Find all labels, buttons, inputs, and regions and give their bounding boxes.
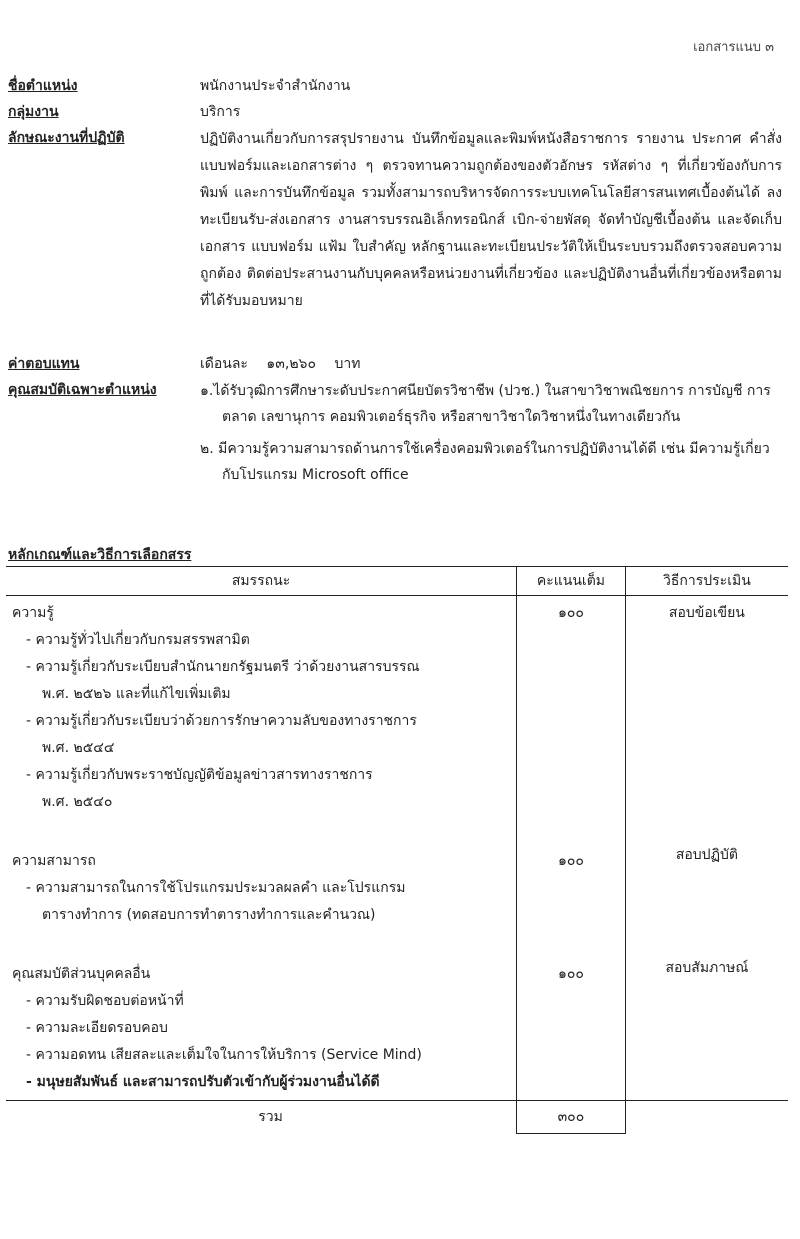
group-items (12, 875, 510, 929)
group-title: ความสามารถ (12, 853, 96, 869)
item-text: - ความรับผิดชอบต่อหน้าที่ (26, 993, 184, 1009)
qualifications-list (200, 378, 782, 488)
item-text: - ความอดทน เสียสละและเต็มใจในการให้บริการ (Service Mind) (26, 1047, 422, 1063)
criteria-title: หลักเกณฑ์และวิธีการเลือกสรร (8, 547, 192, 563)
position-label: ชื่อตำแหน่ง (8, 78, 78, 94)
group-score: ๑๐๐ (517, 939, 626, 1101)
group-title: คุณสมบัติส่วนบุคคลอื่น (12, 966, 151, 982)
group-items (12, 988, 510, 1096)
qualifications-label: คุณสมบัติเฉพาะตำแหน่ง (8, 382, 157, 398)
item-text: - ความรู้เกี่ยวกับระเบียบสำนักนายกรัฐมนตรี ว่าด้วยงานสารบรรณ (26, 659, 420, 675)
qualification-item-2: ๒. มีความรู้ความสามารถด้านการใช้เครื่องคอมพิวเตอร์ในการปฏิบัติงานได้ดี เช่น มีความรู้เกี่ยวกับโปรแกรม Microsoft office (200, 441, 770, 483)
criteria-group-ability (6, 826, 788, 939)
list-item (26, 1042, 510, 1069)
list-item (26, 1015, 510, 1042)
group-items (12, 627, 510, 816)
qualifications-row (8, 378, 788, 518)
header-full-score: คะแนนเต็ม (517, 567, 626, 596)
duties-label: ลักษณะงานที่ปฏิบัติ (8, 130, 125, 146)
header-competency: สมรรถนะ (6, 567, 517, 596)
header-method: วิธีการประเมิน (625, 567, 788, 596)
duties-value (200, 126, 782, 315)
group-method: สอบข้อเขียน (625, 596, 788, 827)
criteria-table (6, 566, 788, 1134)
list-item (26, 875, 510, 929)
list-item (26, 654, 510, 708)
salary-value (200, 352, 782, 377)
work-group-row (8, 100, 788, 126)
group-method: สอบสัมภาษณ์ (625, 939, 788, 1101)
position-value: พนักงานประจำสำนักงาน (200, 78, 351, 94)
criteria-group-knowledge (6, 596, 788, 827)
group-competency (6, 596, 517, 827)
work-group-value: บริการ (200, 104, 241, 120)
item-text: - ความรู้เกี่ยวกับระเบียบว่าด้วยการรักษาความลับของทางราชการ (26, 713, 417, 729)
list-item (26, 1069, 510, 1096)
group-method: สอบปฏิบัติ (625, 826, 788, 939)
attachment-label: เอกสารแนบ ๓ (693, 40, 774, 55)
duties-text: ปฏิบัติงานเกี่ยวกับการสรุปรายงาน บันทึกข้อมูลและพิมพ์หนังสือราชการ รายงาน ประกาศ คำสั่ง แบบฟอร์มและเอกสารต่าง ๆ ตรวจทานความถูกต้องของตัวอักษร รหัสต่าง ๆ ที่เกี่ยวข้องกับการพิมพ์ และการบันทึกข้อมูล รวมทั้งสามารถบริหารจัดการระบบเทคโนโลยีสารสนเทศเบื้องต้นได้ ลงทะเบียนรับ-ส่งเอกสาร งานสารบรรณอิเล็กทรอนิกส์ เบิก-จ่ายพัสดุ จัดทำบัญชีเบื้องต้น และจัดเก็บเอกสาร แบบฟอร์ม แฟ้ม ใบสำคัญ หลักฐานและทะเบียนประวัติให้เป็นระบบรวมถึงตรวจสอบความถูกต้อง ติดต่อประสานงานกับบุคคลหรือหน่วยงานที่เกี่ยวข้อง และปฏิบัติงานอื่นที่เกี่ยวข้องหรือตามที่ได้รับมอบหมาย (200, 131, 782, 309)
group-score: ๑๐๐ (517, 826, 626, 939)
salary-unit: บาท (334, 356, 361, 372)
total-score: ๓๐๐ (517, 1101, 626, 1134)
item-text: - มนุษยสัมพันธ์ และสามารถปรับตัวเข้ากับผู้ร่วมงานอื่นได้ดี (26, 1074, 380, 1090)
item-text: - ความสามารถในการใช้โปรแกรมประมวลผลคำ และโปรแกรม (26, 880, 406, 896)
salary-label: ค่าตอบแทน (8, 356, 80, 372)
group-competency (6, 826, 517, 939)
total-method-empty (625, 1101, 788, 1134)
item-continuation: พ.ศ. ๒๕๒๖ และที่แก้ไขเพิ่มเติม (42, 686, 231, 702)
group-title: ความรู้ (12, 605, 54, 621)
qualification-item-1: ๑.ได้รับวุฒิการศึกษาระดับประกาศนียบัตรวิชาชีพ (ปวช.) ในสาขาวิชาพณิชยการ การบัญชี การตลาด เลขานุการ คอมพิวเตอร์ธุรกิจ หรือสาขาวิชาใดวิชาหนึ่งในทางเดียวกัน (200, 383, 771, 425)
group-score: ๑๐๐ (517, 596, 626, 827)
list-item (26, 988, 510, 1015)
group-competency (6, 939, 517, 1101)
list-item (26, 627, 510, 654)
salary-amount: ๑๓,๒๖๐ (266, 356, 316, 372)
item-continuation: ตารางทำการ (ทดสอบการทำตารางทำการและคำนวณ) (42, 907, 376, 923)
salary-prefix: เดือนละ (200, 356, 248, 372)
salary-row (8, 352, 788, 378)
item-continuation: พ.ศ. ๒๕๔๐ (42, 794, 113, 810)
list-item (26, 762, 510, 816)
position-row (8, 74, 788, 100)
item-text: - ความรู้เกี่ยวกับพระราชบัญญัติข้อมูลข่าวสารทางราชการ (26, 767, 373, 783)
item-text: - ความละเอียดรอบคอบ (26, 1020, 168, 1036)
duties-row (8, 126, 788, 346)
item-text: - ความรู้ทั่วไปเกี่ยวกับกรมสรรพสามิต (26, 632, 250, 648)
criteria-total-row (6, 1101, 788, 1134)
criteria-header-row (6, 567, 788, 596)
criteria-group-personal (6, 939, 788, 1101)
item-continuation: พ.ศ. ๒๕๔๔ (42, 740, 115, 756)
total-label: รวม (6, 1101, 517, 1134)
work-group-label: กลุ่มงาน (8, 104, 59, 120)
list-item (26, 708, 510, 762)
